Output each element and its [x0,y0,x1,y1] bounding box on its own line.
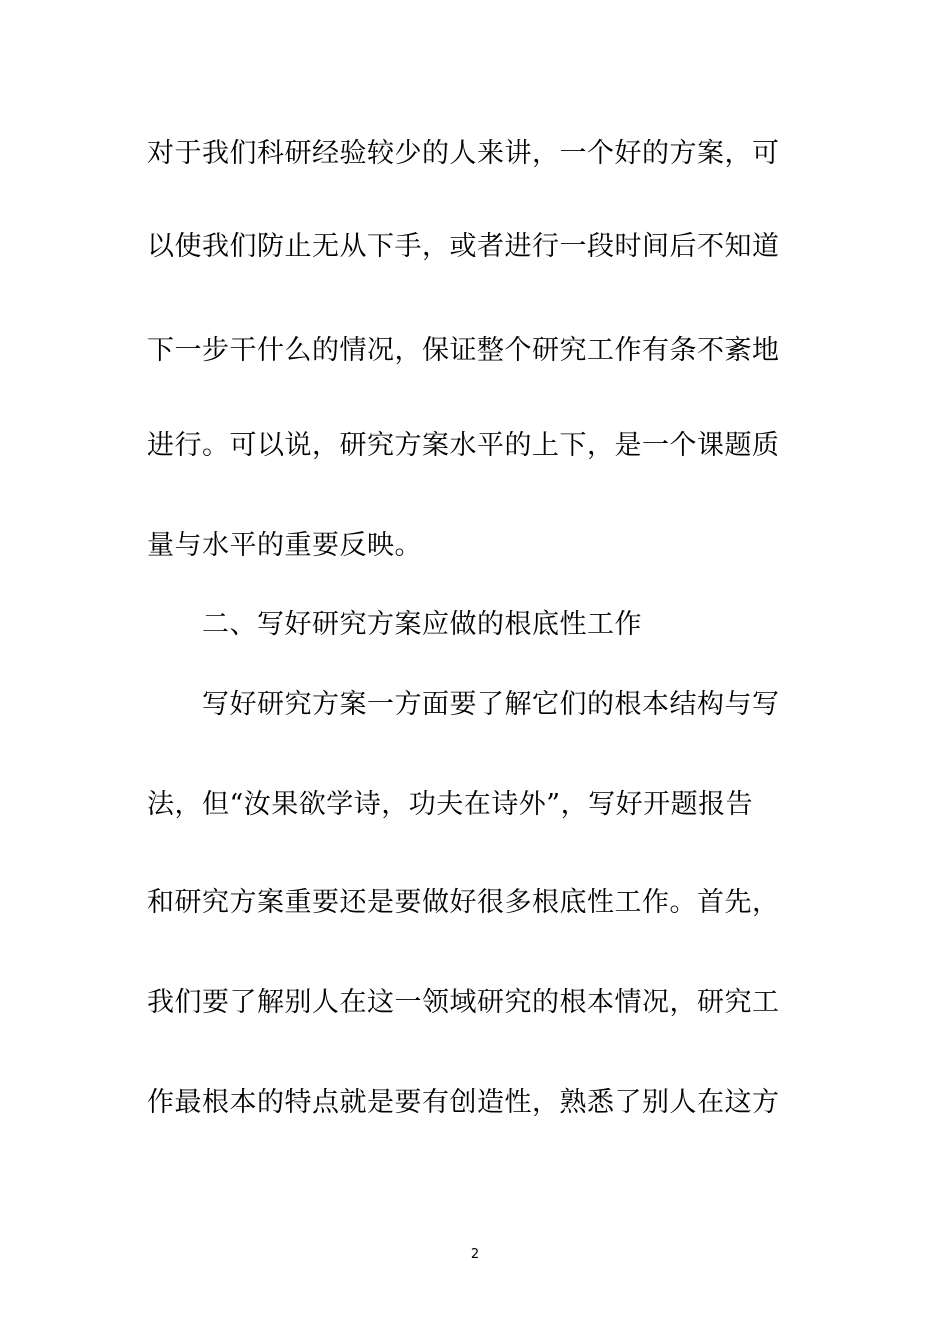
body-text-line-2: 以使我们防止无从下手，或者进行一段时间后不知道 [147,231,780,262]
body-text-line-3: 下一步干什么的情况，保证整个研究工作有条不紊地 [147,335,780,366]
body-text-line-10: 作最根本的特点就是要有创造性，熟悉了别人在这方 [147,1087,780,1118]
body-text-line-9: 我们要了解别人在这一领域研究的根本情况，研究工 [147,987,780,1018]
body-text-line-4: 进行。可以说，研究方案水平的上下，是一个课题质 [147,430,780,461]
section-heading: 二、写好研究方案应做的根底性工作 [202,609,642,640]
page-number: 2 [470,1247,480,1262]
body-text-line-8: 和研究方案重要还是要做好很多根底性工作。首先， [147,887,780,918]
body-text-line-6: 写好研究方案一方面要了解它们的根本结构与写 [202,689,780,720]
body-text-line-7: 法，但“汝果欲学诗，功夫在诗外”，写好开题报告 [147,789,754,820]
body-text-line-1: 对于我们科研经验较少的人来讲，一个好的方案，可 [147,138,780,169]
body-text-line-5: 量与水平的重要反映。 [147,530,422,561]
